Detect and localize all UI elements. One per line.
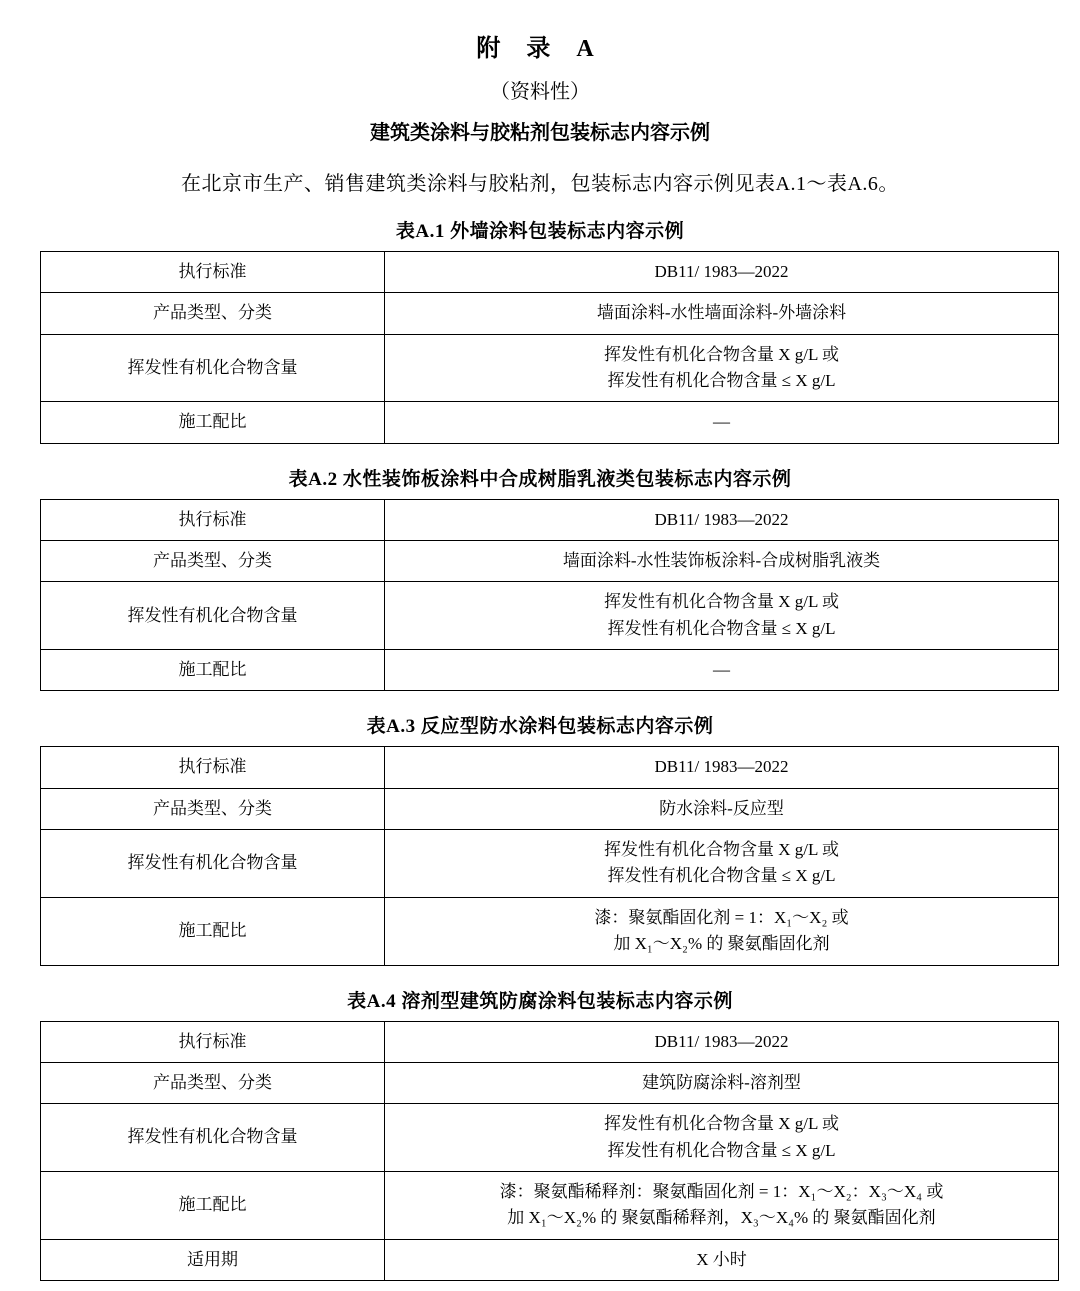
row-value: DB11/ 1983—2022: [385, 252, 1059, 293]
table-row: [41, 1171, 1059, 1239]
table-caption: 表A.4 溶剂型建筑防腐涂料包装标志内容示例: [347, 990, 733, 1012]
row-value-line: 漆：聚氨酯固化剂 = 1：X₁～X₂ 或: [594, 907, 849, 927]
row-value: —: [385, 402, 1059, 443]
row-value: [385, 1171, 1059, 1239]
row-label: 挥发性有机化合物含量: [41, 830, 385, 898]
row-label: 产品类型、分类: [41, 293, 385, 334]
table-caption: 表A.2 水性装饰板涂料中合成树脂乳液类包装标志内容示例: [288, 468, 792, 490]
row-value-line: 加 X₁～X₂% 的 聚氨酯固化剂: [613, 934, 830, 954]
row-value-line: 挥发性有机化合物含量 ≤ X g/L: [607, 866, 836, 886]
table-row: [41, 1062, 1059, 1103]
row-label: 执行标准: [41, 252, 385, 293]
row-label: 执行标准: [41, 1021, 385, 1062]
table-row: [41, 334, 1059, 402]
row-value-line: 挥发性有机化合物含量 ≤ X g/L: [607, 371, 836, 391]
tables-container: [40, 216, 1040, 1281]
spec-table: [40, 251, 1059, 444]
appendix-subtitle: （资料性）: [490, 81, 590, 103]
spec-table: [40, 1021, 1059, 1281]
table-row: [41, 1021, 1059, 1062]
table-caption: 表A.1 外墙涂料包装标志内容示例: [395, 221, 685, 242]
row-value-line: 挥发性有机化合物含量 X g/L 或: [603, 344, 839, 364]
row-label: 产品类型、分类: [41, 1062, 385, 1103]
row-label: 产品类型、分类: [41, 788, 385, 829]
spec-table: [40, 499, 1059, 692]
row-value: 墙面涂料-水性装饰板涂料-合成树脂乳液类: [385, 541, 1059, 582]
row-value-line: 挥发性有机化合物含量 ≤ X g/L: [607, 1140, 836, 1160]
row-value-line: 挥发性有机化合物含量 ≤ X g/L: [607, 618, 836, 638]
table-row: [41, 293, 1059, 334]
row-value: DB11/ 1983—2022: [385, 499, 1059, 540]
row-label: 挥发性有机化合物含量: [41, 1104, 385, 1172]
row-value: 墙面涂料-水性墙面涂料-外墙涂料: [385, 293, 1059, 334]
row-label: 执行标准: [41, 499, 385, 540]
row-label: 产品类型、分类: [41, 541, 385, 582]
row-label: 挥发性有机化合物含量: [41, 334, 385, 402]
row-label: 施工配比: [41, 650, 385, 691]
row-label: 执行标准: [41, 747, 385, 788]
table-row: [41, 499, 1059, 540]
table-row: [41, 1239, 1059, 1280]
row-label: 施工配比: [41, 897, 385, 965]
table-row: [41, 897, 1059, 965]
table-row: [41, 541, 1059, 582]
row-value: —: [385, 650, 1059, 691]
row-label: 施工配比: [41, 1171, 385, 1239]
appendix-heading: 建筑类涂料与胶粘剂包装标志内容示例: [370, 122, 710, 144]
row-value: [385, 830, 1059, 898]
row-value-line: 挥发性有机化合物含量 X g/L 或: [603, 1114, 839, 1134]
row-value: [385, 897, 1059, 965]
row-value: [385, 582, 1059, 650]
row-value: 建筑防腐涂料-溶剂型: [385, 1062, 1059, 1103]
row-value: DB11/ 1983—2022: [385, 1021, 1059, 1062]
table-row: [41, 788, 1059, 829]
table-row: [41, 582, 1059, 650]
row-value-line: 漆：聚氨酯稀释剂：聚氨酯固化剂 = 1：X₁～X₂：X₃～X₄ 或: [499, 1181, 944, 1201]
table-row: [41, 830, 1059, 898]
table-row: [41, 1104, 1059, 1172]
row-value: [385, 334, 1059, 402]
row-value: 防水涂料-反应型: [385, 788, 1059, 829]
table-row: [41, 252, 1059, 293]
row-value: [385, 1104, 1059, 1172]
row-label: 适用期: [41, 1239, 385, 1280]
table-caption: 表A.3 反应型防水涂料包装标志内容示例: [366, 716, 714, 738]
row-value-line: 挥发性有机化合物含量 X g/L 或: [603, 840, 839, 860]
row-label: 挥发性有机化合物含量: [41, 582, 385, 650]
spec-table: [40, 746, 1059, 965]
row-label: 施工配比: [41, 402, 385, 443]
row-value: X 小时: [385, 1239, 1059, 1280]
table-row: [41, 747, 1059, 788]
page-title: 附 录 A: [476, 36, 604, 62]
table-row: [41, 402, 1059, 443]
row-value: DB11/ 1983—2022: [385, 747, 1059, 788]
row-value-line: 挥发性有机化合物含量 X g/L 或: [603, 592, 839, 612]
row-value-line: 加 X₁～X₂% 的 聚氨酯稀释剂，X₃～X₄% 的 聚氨酯固化剂: [507, 1208, 936, 1228]
intro-paragraph: 在北京市生产、销售建筑类涂料与胶粘剂，包装标志内容示例见表A.1～表A.6。: [181, 173, 899, 195]
table-row: [41, 650, 1059, 691]
